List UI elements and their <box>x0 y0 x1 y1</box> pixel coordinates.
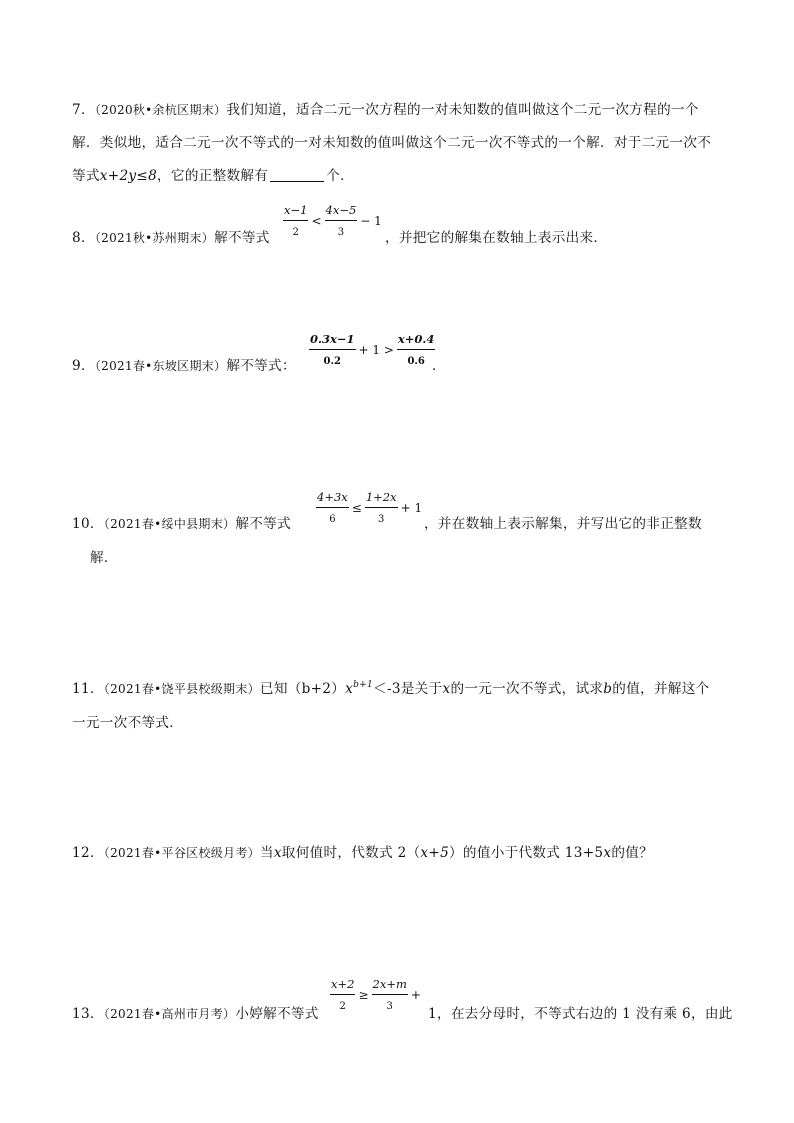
problem-9-text-tail: ． <box>432 358 446 374</box>
answer-blank[interactable] <box>270 167 324 182</box>
problem-7-line-2: 解．类似地，适合二元一次不等式的一对未知数的值叫做这个二元一次不等式的一个解．对于二元一次不 <box>72 135 712 151</box>
problem-13-number: 13． <box>72 1006 104 1022</box>
problem-10-line-2: 解． <box>90 550 118 566</box>
problem-7-line-3: 等式x+2y≤8，它的正整数解有 个． <box>72 168 354 184</box>
problem-7-number: 7． <box>72 102 95 118</box>
problem-11-number: 11． <box>72 681 104 697</box>
problem-7-source: （2020秋•余杭区期末） <box>94 103 227 117</box>
fraction: $\frac{x+2}{2}$ <box>331 977 355 1012</box>
problem-11-line-1: 11．（2021春•饶平县校级期末）已知$(b+2)x^{b+1}<-3$是关于x的一元一次不等式，试求b的值，并解这个 <box>72 680 710 697</box>
exponent: b+1 <box>353 680 374 690</box>
problem-10-text-tail: ，并在数轴上表示解集，并写出它的非正整数 <box>424 516 702 532</box>
problem-10-formula: $\frac{4+3x}{6}$ ≤ $\frac{1+2x}{3}$ + 1 <box>317 490 423 525</box>
problem-12-source: （2021春•平谷区校级月考） <box>103 846 260 860</box>
fraction: $\frac{1+2x}{3}$ <box>365 490 397 525</box>
problem-11-line-2: 一元一次不等式． <box>72 715 184 731</box>
problem-8-source: （2021秋•苏州期末） <box>94 231 215 245</box>
fraction: $\frac{0.3x-1}{0.2}$ <box>310 332 355 367</box>
problem-13-line: 13．（2021春•高州市月考）小婷解不等式 <box>72 1006 319 1022</box>
problem-11-source: （2021春•饶平县校级期末） <box>103 682 260 696</box>
problem-8-text-tail: ，并把它的解集在数轴上表示出来． <box>385 230 608 246</box>
fraction: $\frac{4x-5}{3}$ <box>325 203 357 238</box>
problem-13-source: （2021春•高州市月考） <box>103 1007 236 1021</box>
problem-10-source: （2021春•绥中县期末） <box>103 517 236 531</box>
problem-13-formula: $\frac{x+2}{2}$ ≥ $\frac{2x+m}{3}$ + <box>331 977 421 1012</box>
fraction: $\frac{x-1}{2}$ <box>284 203 308 238</box>
fraction: $\frac{x+0.4}{0.6}$ <box>397 332 435 367</box>
problem-7-line-1 <box>72 100 699 120</box>
fraction: $\frac{4+3x}{6}$ <box>317 490 348 525</box>
problem-9-line: 9．（2021春•东坡区期末）解不等式： <box>72 358 296 374</box>
problem-8-number: 8． <box>72 230 95 246</box>
problem-9-source: （2021春•东坡区期末） <box>94 359 227 373</box>
problem-7-expression: x+2y≤8 <box>99 168 158 184</box>
problem-12-number: 12． <box>72 845 104 861</box>
fraction: $\frac{2x+m}{3}$ <box>372 977 407 1012</box>
problem-9-number: 9． <box>72 358 95 374</box>
problem-12-line: 12．（2021春•平谷区校级月考）当x取何值时，代数式 2（x+5）的值小于代数式 13+5x的值？ <box>72 845 653 861</box>
problem-13-text-tail: 1，在去分母时，不等式右边的 1 没有乘 6，由此 <box>428 1006 733 1022</box>
problem-10-number: 10． <box>72 516 104 532</box>
problem-8-formula: $\frac{x-1}{2}$ < $\frac{4x-5}{3}$ − 1 <box>284 203 382 238</box>
problem-10-line-1: 10．（2021春•绥中县期末）解不等式 <box>72 516 291 532</box>
problem-8-line: 8．（2021秋•苏州期末）解不等式 <box>72 230 270 246</box>
problem-9-formula: $\frac{0.3x-1}{0.2}$ + 1 > $\frac{x+0.4}{0.6}$ <box>310 332 435 367</box>
problem-7-text: 我们知道，适合二元一次方程的一对未知数的值叫做这个二元一次方程的一个 <box>226 102 699 118</box>
